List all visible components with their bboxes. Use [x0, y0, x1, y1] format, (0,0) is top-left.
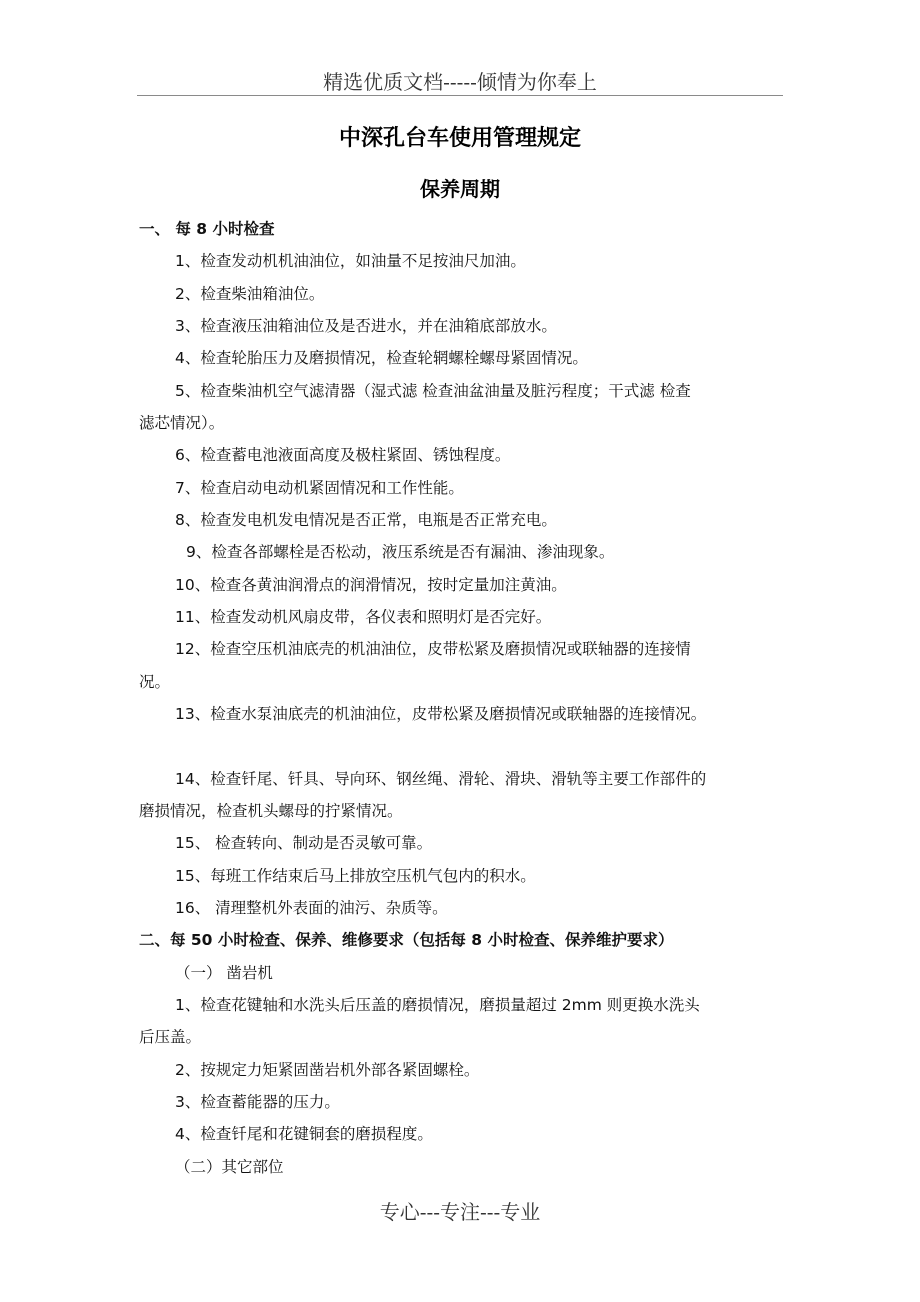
- list-item-continuation: 况。: [139, 673, 171, 691]
- document-title: 中深孔台车使用管理规定: [338, 126, 581, 151]
- section-heading-2: 二、每 50 小时检查、保养、维修要求（包括每 8 小时检查、保养维护要求）: [139, 931, 674, 949]
- list-item: 9、检查各部螺栓是否松动，液压系统是否有漏油、渗油现象。: [186, 543, 615, 561]
- list-item-continuation: 后压盖。: [139, 1028, 202, 1046]
- list-item: 13、检查水泵油底壳的机油油位，皮带松紧及磨损情况或联轴器的连接情况。: [175, 705, 707, 723]
- list-item: 2、按规定力矩紧固凿岩机外部各紧固螺栓。: [175, 1061, 480, 1079]
- list-item-continuation: 滤芯情况）。: [139, 414, 225, 432]
- list-item: 4、检查轮胎压力及磨损情况，检查轮辋螺栓螺母紧固情况。: [175, 349, 588, 367]
- list-item: 14、检查钎尾、钎具、导向环、钢丝绳、滑轮、滑块、滑轨等主要工作部件的: [175, 770, 707, 788]
- list-item: 15、每班工作结束后马上排放空压机气包内的积水。: [175, 867, 536, 885]
- page-header-text: 精选优质文档-----倾情为你奉上: [323, 70, 597, 94]
- header-divider: [137, 95, 783, 96]
- list-item: 4、检查钎尾和花键铜套的磨损程度。: [175, 1125, 433, 1143]
- list-item: 2、检查柴油箱油位。: [175, 285, 325, 303]
- list-item: 3、检查液压油箱油位及是否进水，并在油箱底部放水。: [175, 317, 557, 335]
- list-item: 15、 检查转向、制动是否灵敏可靠。: [175, 834, 433, 852]
- list-item: 11、检查发动机风扇皮带，各仪表和照明灯是否完好。: [175, 608, 552, 626]
- list-item-continuation: 磨损情况，检查机头螺母的拧紧情况。: [139, 802, 403, 820]
- subsection-heading-2: （二）其它部位: [175, 1158, 284, 1176]
- list-item: 6、检查蓄电池液面高度及极柱紧固、锈蚀程度。: [175, 446, 511, 464]
- list-item: 16、 清理整机外表面的油污、杂质等。: [175, 899, 448, 917]
- list-item: 8、检查发电机发电情况是否正常，电瓶是否正常充电。: [175, 511, 557, 529]
- list-item: 1、检查花键轴和水洗头后压盖的磨损情况，磨损量超过 2mm 则更换水洗头: [175, 996, 700, 1014]
- list-item: 3、检查蓄能器的压力。: [175, 1093, 340, 1111]
- list-item: 7、检查启动电动机紧固情况和工作性能。: [175, 479, 464, 497]
- list-item: 12、检查空压机油底壳的机油油位，皮带松紧及磨损情况或联轴器的连接情: [175, 640, 691, 658]
- list-item: 1、检查发动机机油油位，如油量不足按油尺加油。: [175, 252, 526, 270]
- list-item: 10、检查各黄油润滑点的润滑情况，按时定量加注黄油。: [175, 576, 567, 594]
- list-item: 5、检查柴油机空气滤清器（湿式滤 检查油盆油量及脏污程度；干式滤 检查: [175, 382, 691, 400]
- subsection-heading-1: （一） 凿岩机: [175, 964, 273, 982]
- document-subtitle: 保养周期: [420, 177, 500, 201]
- page-footer-text: 专心---专注---专业: [379, 1200, 541, 1224]
- section-heading-1: 一、 每 8 小时检查: [139, 220, 275, 238]
